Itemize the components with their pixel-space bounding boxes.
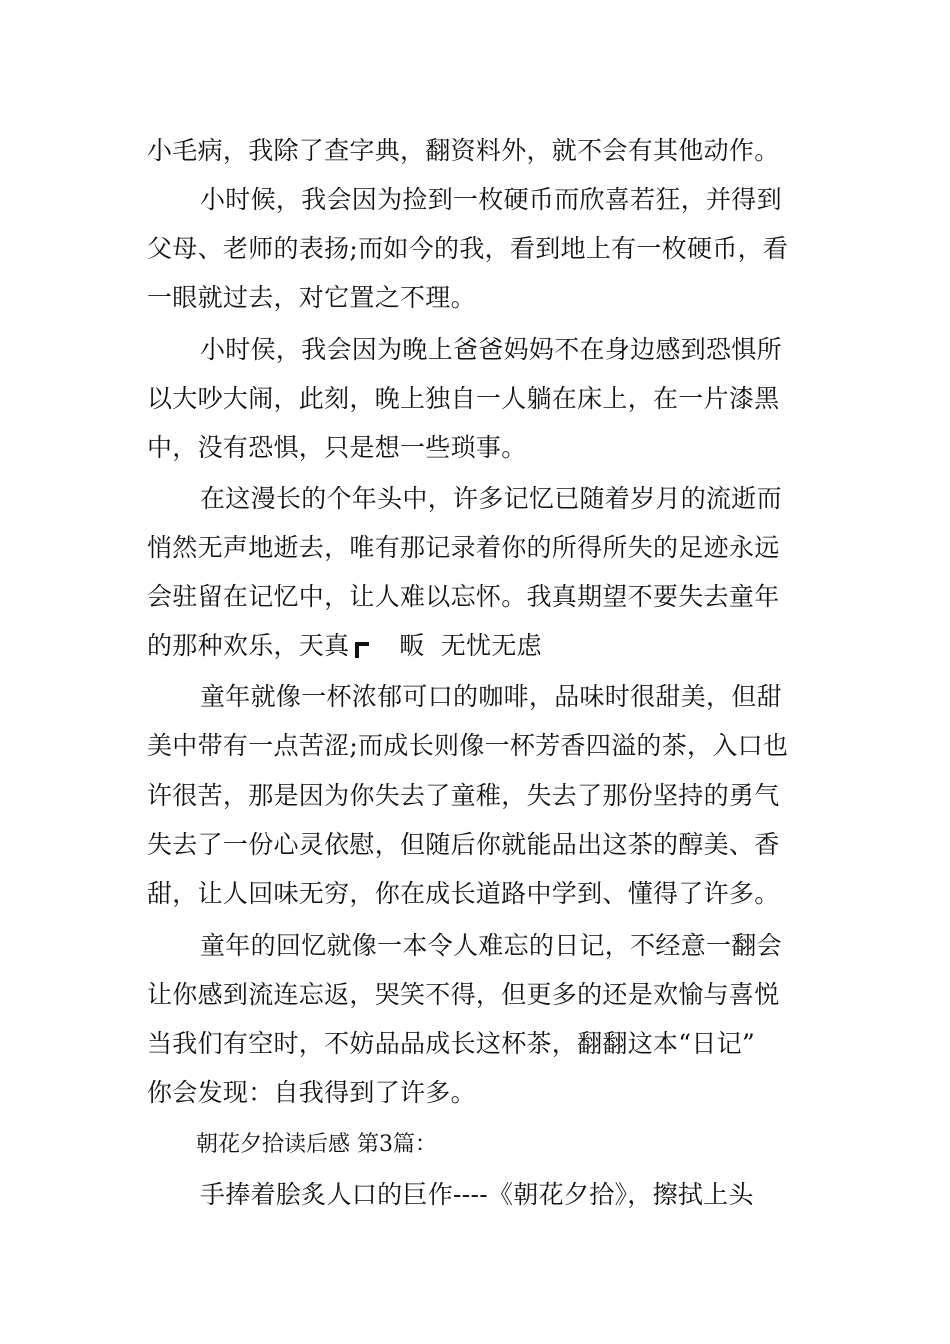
text-line: 小时侯，我会因为晚上爸爸妈妈不在身边感到恐惧所 [200, 335, 782, 364]
text-line: 中，没有恐惧，只是想一些琐事。 [147, 433, 527, 462]
text-line: 美中带有一点苦涩;而成长则像一杯芳香四溢的茶，入口也 [147, 731, 789, 760]
text-line: 甜，让人回味无穷，你在成长道路中学到、懂得了许多。 [147, 879, 780, 908]
text-line: 父母、老师的表扬;而如今的我，看到地上有一枚硬币，看 [147, 234, 789, 263]
text-line [147, 629, 812, 663]
text-line: 小时候，我会因为捡到一枚硬币而欣喜若狂，并得到 [200, 185, 782, 214]
text-fragment: 的那种欢乐，天真 [147, 631, 350, 660]
text-line: 悄然无声地逝去，唯有那记录着你的所得所失的足迹永远 [147, 533, 780, 562]
text-line: 在这漫长的个年头中，许多记忆已随着岁月的流逝而 [200, 484, 782, 513]
text-line: 童年的回忆就像一本令人难忘的日记，不经意一翻会 [200, 931, 782, 960]
corner-mark-icon [355, 642, 369, 658]
text-line: 会驻留在记忆中，让人难以忘怀。我真期望不要失去童年 [147, 582, 780, 611]
text-line: 一眼就过去，对它置之不理。 [147, 283, 476, 312]
text-fragment: 无忧无虑 [440, 631, 542, 660]
text-line: 当我们有空时，不妨品品成长这杯茶，翻翻这本“日记” [147, 1029, 756, 1058]
text-line: 以大吵大闹，此刻，晚上独自一人躺在床上，在一片漆黑 [147, 384, 780, 413]
text-line: 小毛病，我除了查字典，翻资料外，就不会有其他动作。 [147, 136, 780, 165]
text-line: 手捧着脍炙人口的巨作----《朝花夕拾》，擦拭上头 [200, 1180, 754, 1209]
text-line: 童年就像一杯浓郁可口的咖啡，品味时很甜美，但甜 [200, 682, 782, 711]
text-line: 你会发现：自我得到了许多。 [147, 1078, 476, 1107]
text-line: 让你感到流连忘返，哭笑不得，但更多的还是欢愉与喜悦 [147, 980, 780, 1009]
section-title: 朝花夕拾读后感 第3篇： [196, 1132, 437, 1157]
text-line: 许很苦，那是因为你失去了童稚，失去了那份坚持的勇气 [147, 781, 780, 810]
text-line: 失去了一份心灵依慰，但随后你就能品出这茶的醇美、香 [147, 830, 780, 859]
text-fragment: 畈 [399, 631, 425, 660]
